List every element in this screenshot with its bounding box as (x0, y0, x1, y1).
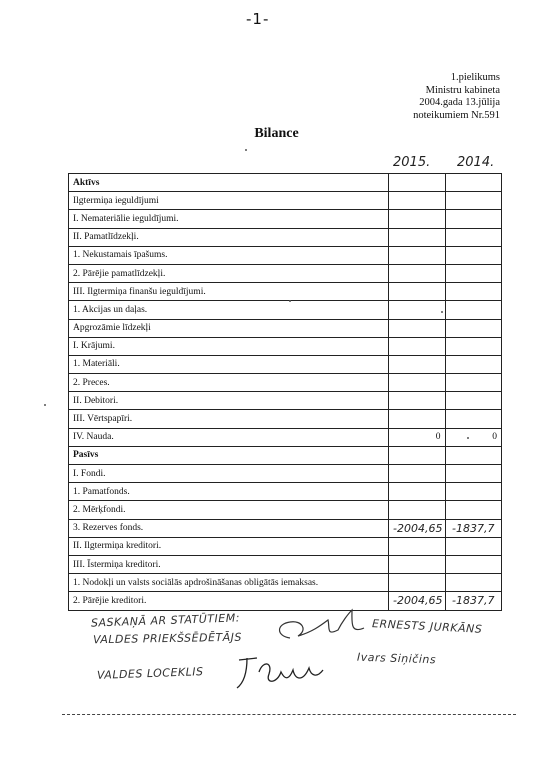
table-row (69, 428, 502, 446)
value-2014 (445, 174, 502, 192)
table-row (69, 301, 502, 319)
table-row (69, 392, 502, 410)
value-2014 (445, 374, 502, 392)
value-2015 (389, 319, 446, 337)
table-row (69, 374, 502, 392)
annex-line: Ministru kabineta (425, 84, 500, 96)
row-label: Pasīvs (69, 446, 389, 464)
value-2014 (445, 355, 502, 373)
scan-speck (289, 300, 291, 302)
year-column-1: 2015. (393, 155, 431, 170)
row-label: 1. Nekustamais īpašums. (69, 246, 389, 264)
table-row (69, 519, 502, 537)
annex-line: 1.pielikums (450, 72, 500, 83)
value-2014 (445, 555, 502, 573)
row-label: II. Debitori. (69, 392, 389, 410)
value-2014 (445, 483, 502, 501)
document-title: Bilance (254, 126, 299, 141)
table-row (69, 355, 502, 373)
year-column-2: 2014. (457, 155, 495, 170)
value-2015: -2004,65 (389, 519, 446, 537)
table-row (69, 465, 502, 483)
value-2015 (389, 374, 446, 392)
chair-role: VALDES PRIEKŠSĒDĒTĀJS (92, 630, 243, 647)
value-2014: 0 (445, 428, 502, 446)
table-row (69, 246, 502, 264)
table-row (69, 410, 502, 428)
value-2015 (389, 337, 446, 355)
value-2015 (389, 410, 446, 428)
agreement-note: SASKAŅĀ AR STATŪTIEM: (90, 611, 241, 630)
row-label: 3. Rezerves fonds. (69, 519, 389, 537)
row-label: II. Ilgtermiņa kreditori. (69, 537, 389, 555)
value-2014 (445, 501, 502, 519)
scan-speck (441, 311, 443, 313)
value-2015 (389, 446, 446, 464)
table-row (69, 192, 502, 210)
scan-speck (245, 149, 247, 151)
value-2014: -1837,7 (445, 592, 502, 610)
table-row (69, 446, 502, 464)
value-2015 (389, 501, 446, 519)
row-label: Apgrozāmie līdzekļi (69, 319, 389, 337)
value-2015 (389, 392, 446, 410)
value-2015 (389, 555, 446, 573)
value-2015 (389, 355, 446, 373)
row-label: 2. Preces. (69, 374, 389, 392)
row-label: I. Krājumi. (69, 337, 389, 355)
value-2014 (445, 283, 502, 301)
value-2015 (389, 301, 446, 319)
value-2015 (389, 574, 446, 592)
row-label: 1. Pamatfonds. (69, 483, 389, 501)
value-2015 (389, 228, 446, 246)
value-2014 (445, 465, 502, 483)
table-row (69, 537, 502, 555)
value-2014: -1837,7 (445, 519, 502, 537)
value-2014 (445, 264, 502, 282)
scan-speck (467, 437, 469, 439)
value-2014 (445, 574, 502, 592)
member-name: Ivars Siņičins (356, 650, 437, 667)
row-label: 2. Mērķfondi. (69, 501, 389, 519)
value-2014 (445, 246, 502, 264)
value-2014 (445, 410, 502, 428)
page-number: -1- (246, 10, 270, 28)
row-label: III. Ilgtermiņa finanšu ieguldījumi. (69, 283, 389, 301)
value-2015 (389, 483, 446, 501)
table-row (69, 337, 502, 355)
chair-name: ERNESTS JURKĀNS (371, 617, 483, 636)
value-2015 (389, 192, 446, 210)
row-label: III. Vērtspapīri. (69, 410, 389, 428)
value-2014 (445, 210, 502, 228)
value-2015 (389, 537, 446, 555)
value-2014 (445, 337, 502, 355)
value-2014 (445, 537, 502, 555)
value-2015: 0 (389, 428, 446, 446)
table-row (69, 264, 502, 282)
bottom-divider (62, 714, 516, 715)
row-label: I. Fondi. (69, 465, 389, 483)
table-row (69, 501, 502, 519)
value-2014 (445, 319, 502, 337)
row-label: Aktīvs (69, 174, 389, 192)
row-label: IV. Nauda. (69, 428, 389, 446)
table-row (69, 483, 502, 501)
value-2015 (389, 264, 446, 282)
row-label: Ilgtermiņa ieguldījumi (69, 192, 389, 210)
value-2014 (445, 392, 502, 410)
scan-speck (44, 404, 46, 406)
value-2014 (445, 301, 502, 319)
table-row (69, 283, 502, 301)
table-row (69, 319, 502, 337)
chair-signature-icon (268, 606, 378, 652)
value-2015 (389, 210, 446, 228)
row-label: 2. Pārējie pamatlīdzekļi. (69, 264, 389, 282)
row-label: 1. Akcijas un daļas. (69, 301, 389, 319)
value-2015 (389, 246, 446, 264)
row-label: 2. Pārējie kreditori. (69, 592, 389, 610)
value-2014 (445, 192, 502, 210)
value-2014 (445, 228, 502, 246)
member-role: VALDES LOCEKLIS (96, 665, 204, 682)
table-row (69, 228, 502, 246)
row-label: II. Pamatlīdzekļi. (69, 228, 389, 246)
row-label: 1. Materiāli. (69, 355, 389, 373)
row-label: 1. Nodokļi un valsts sociālās apdrošināšanas obligātās iemaksas. (69, 574, 389, 592)
annex-header (413, 72, 500, 122)
table-row (69, 210, 502, 228)
row-label: I. Nemateriālie ieguldījumi. (69, 210, 389, 228)
annex-line: 2004.gada 13.jūlija (419, 97, 500, 108)
annex-line: noteikumiem Nr.591 (413, 109, 500, 121)
table-row (69, 174, 502, 192)
row-label: III. Īstermiņa kreditori. (69, 555, 389, 573)
table-row (69, 555, 502, 573)
value-2015 (389, 465, 446, 483)
value-2015 (389, 174, 446, 192)
member-signature-icon (233, 650, 328, 695)
value-2015 (389, 283, 446, 301)
value-2015: -2004,65 (389, 592, 446, 610)
balance-table (68, 173, 502, 611)
value-2014 (445, 446, 502, 464)
table-row (69, 574, 502, 592)
